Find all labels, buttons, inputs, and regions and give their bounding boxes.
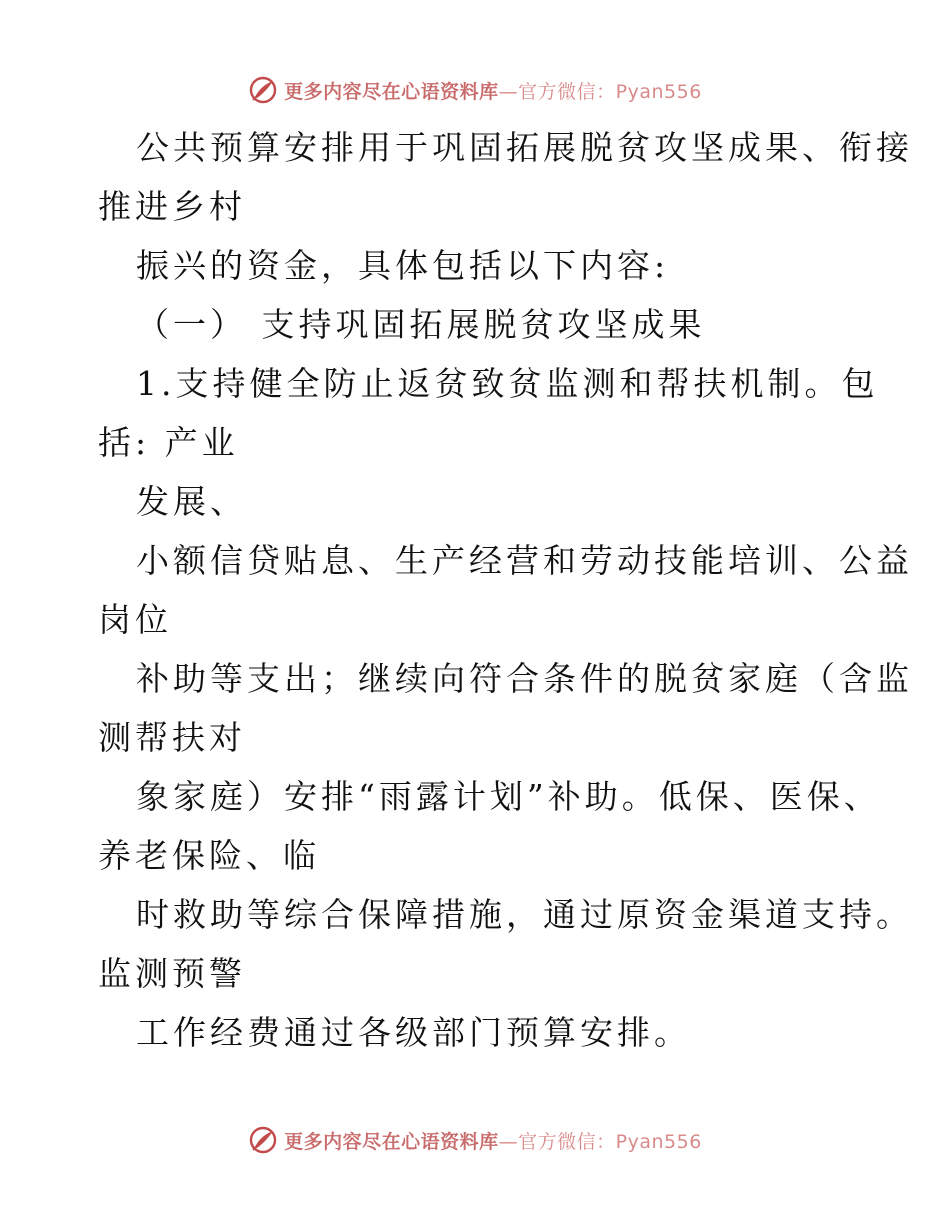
watermark-brand: 更多内容尽在心语资料库 (284, 80, 499, 103)
text-line: 公共预算安排用于巩固拓展脱贫攻坚成果、衔接 (136, 128, 913, 167)
feather-pen-logo-icon (248, 75, 278, 105)
text-line: 时救助等综合保障措施，通过原资金渠道支持。 (136, 895, 913, 934)
document-body (98, 118, 913, 1062)
text-line: 岗位 (98, 600, 172, 639)
footer-watermark (0, 1122, 950, 1158)
feather-pen-logo-icon (248, 1125, 278, 1155)
watermark-text (284, 77, 702, 104)
text-line: 振兴的资金，具体包括以下内容: (136, 246, 670, 285)
text-line: 小额信贷贴息、生产经营和劳动技能培训、公益 (136, 541, 913, 580)
watermark-contact: —官方微信：Pyan556 (498, 1130, 702, 1153)
text-line: 补助等支出；继续向符合条件的脱贫家庭（含监 (136, 659, 913, 698)
text-line: 监测预警 (98, 954, 246, 993)
text-line: 工作经费通过各级部门预算安排。 (136, 1013, 691, 1052)
text-line: 括: 产业 (98, 423, 239, 462)
header-watermark (0, 72, 950, 108)
watermark-brand: 更多内容尽在心语资料库 (284, 1130, 499, 1153)
text-line: 发展、 (136, 482, 247, 521)
text-line: 推进乡村 (98, 187, 246, 226)
text-line: 象家庭）安排“雨露计划”补助。低保、医保、 (136, 777, 881, 816)
text-line: 测帮扶对 (98, 718, 246, 757)
text-line: 养老保险、临 (98, 836, 320, 875)
watermark-contact: —官方微信：Pyan556 (498, 80, 702, 103)
watermark-text (284, 1127, 702, 1154)
text-line: （一） 支持巩固拓展脱贫攻坚成果 (136, 305, 706, 344)
text-line: 1.支持健全防止返贫致贫监测和帮扶机制。包 (136, 364, 879, 403)
